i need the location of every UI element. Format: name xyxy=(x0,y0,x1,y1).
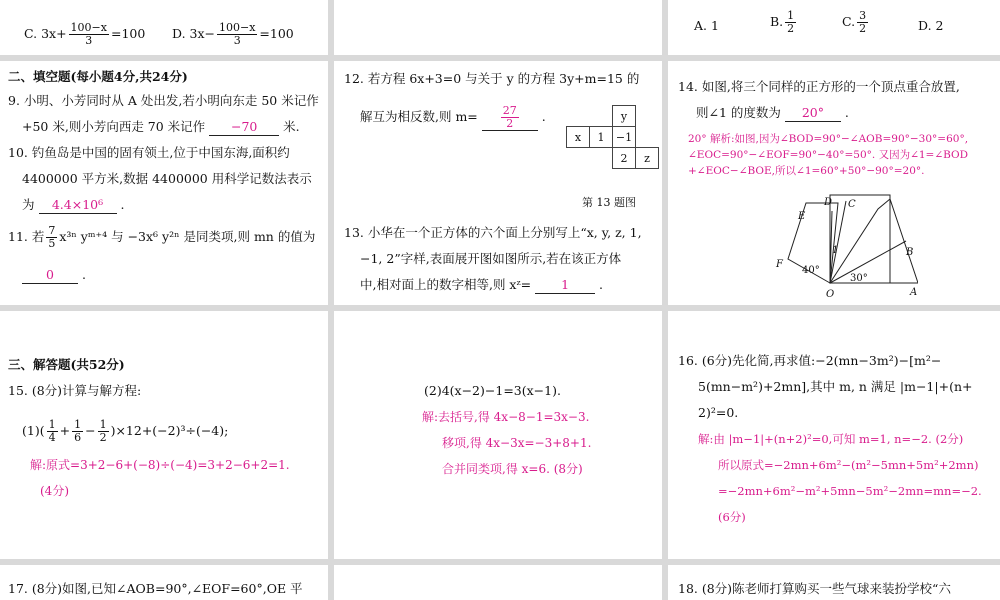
q8-option-d: D. 3x− $\frac{100-x}{3}$ =100 xyxy=(172,21,294,47)
q12-line1: 12. 若方程 6x+3=0 与关于 y 的方程 3y+m=15 的 xyxy=(344,71,640,86)
label-c: C xyxy=(848,199,856,210)
q10-answer: 4.4×10⁶ xyxy=(39,197,117,214)
net-cell-x: x xyxy=(567,127,590,148)
label-angle-30: 30° xyxy=(850,273,868,284)
q16-line2: 5(mn−m²)+2mn],其中 m, n 满足 |m−1|+(n+ xyxy=(698,379,973,394)
q13-figure-caption: 第 13 题图 xyxy=(582,196,636,209)
label-angle-40: 40° xyxy=(802,265,820,276)
top-right-cell xyxy=(668,0,1000,55)
label-d: D xyxy=(824,197,833,208)
q18-line1: 18. (8分)陈老师打算购买一些气球来装扮学校“六 xyxy=(678,581,951,596)
q14-line2: 则∠1 的度数为 20° . xyxy=(696,105,849,120)
q17-cell xyxy=(0,565,328,600)
section-3-header: 三、解答题(共52分) xyxy=(8,357,125,372)
q16-line3: 2)²=0. xyxy=(698,405,739,420)
net-cell-1: 1 xyxy=(590,127,613,148)
section-2-header: 二、填空题(每小题4分,共24分) xyxy=(8,69,188,84)
fill-in-cell xyxy=(0,61,328,305)
net-cell-neg1: −1 xyxy=(613,127,636,148)
q16-cell xyxy=(668,311,1000,559)
q13-line2: −1, 2”字样,表面展开图如图所示,若在该正方体 xyxy=(360,251,622,266)
option-b: B. $\frac{1}{2}$ xyxy=(770,9,795,35)
q15-2-solution-3: 合并同类项,得 x=6. (8分) xyxy=(442,462,583,476)
q11-line1: 11. 若 $\frac{7}{5}$ x³ⁿ yᵐ⁺⁴ 与 −3x⁶ y²ⁿ 是同类项,则 mn 的值为 xyxy=(8,224,316,250)
label-f: F xyxy=(776,259,783,270)
option-c: C. $\frac{3}{2}$ xyxy=(842,9,867,35)
ray-ob xyxy=(830,241,906,283)
option-d: D. 2 xyxy=(918,18,944,33)
q17-line1: 17. (8分)如图,已知∠AOB=90°,∠EOF=60°,OE 平 xyxy=(8,581,303,596)
q15-2-solution-1: 解:去括号,得 4x−8−1=3x−3. xyxy=(422,410,590,424)
q11-answer: 0 xyxy=(22,267,78,284)
top-middle-cell xyxy=(334,0,662,55)
q15-1-problem: (1)( $\frac{1}{4}$ + $\frac{1}{6}$ − $\frac{1}{2}$ )×12+(−2)³÷(−4); xyxy=(22,418,229,444)
three-squares-figure xyxy=(768,189,918,301)
q13-line3: 中,相对面上的数字相等,则 xᶻ= 1 . xyxy=(360,277,604,292)
label-a: A xyxy=(910,287,918,298)
q16-solution-2: 所以原式=−2mn+6m²−(m²−5mn+5m²+2mn) xyxy=(718,458,979,472)
label-angle-1: 1 xyxy=(832,245,839,256)
q16-solution-3: =−2mn+6m²−m²+5mn−5m²−2mn=mn=−2. xyxy=(718,484,982,498)
q16-solution-4: (6分) xyxy=(718,510,746,524)
q8-option-c: C. 3x+ $\frac{100-x}{3}$ =100 xyxy=(24,21,146,47)
q15-2-cell xyxy=(334,311,662,559)
q10-line2: 4400000 平方米,数据 4400000 用科学记数法表示 xyxy=(22,171,312,186)
q18-cell xyxy=(668,565,1000,600)
q15-1-solution: 解:原式=3+2−6+(−8)÷(−4)=3+2−6+2=1. xyxy=(30,458,290,472)
q10-line3: 为 4.4×10⁶ . xyxy=(22,197,125,212)
q10-line1: 10. 钓鱼岛是中国的固有领土,位于中国东海,面积约 xyxy=(8,145,290,160)
label-o: O xyxy=(826,289,835,300)
option-a: A. 1 xyxy=(694,18,719,33)
q11-line2: 0 . xyxy=(22,267,86,284)
q16-solution-1: 解:由 |m−1|+(n+2)²=0,可知 m=1, n=−2. (2分) xyxy=(698,432,964,446)
q12-line2: 解互为相反数,则 m= $\frac{27}{2}$ . xyxy=(360,104,546,130)
q13-line1: 13. 小华在一个正方体的六个面上分别写上“x, y, z, 1, xyxy=(344,225,642,240)
top-left-cell xyxy=(0,0,328,55)
q12-answer: $\frac{27}{2}$ xyxy=(502,104,517,130)
net-cell-y: y xyxy=(613,106,636,127)
label-e: E xyxy=(798,211,806,222)
q15-2-problem: (2)4(x−2)−1=3(x−1). xyxy=(424,383,561,398)
q14-answer: 20° xyxy=(785,105,841,122)
net-cell-2: 2 xyxy=(613,148,636,169)
q9-line2: +50 米,则小芳向西走 70 米记作 −70 米. xyxy=(22,119,300,134)
q14-line1: 14. 如图,将三个同样的正方形的一个顶点重合放置, xyxy=(678,79,960,94)
square-ab xyxy=(830,199,918,283)
q14-analysis-2: ∠EOC=90°−∠EOF=90°−40°=50°. 又因为∠1=∠BOD xyxy=(688,149,969,161)
q14-analysis-1: 20° 解析:如图,因为∠BOD=90°−∠AOB=90°−30°=60°, xyxy=(688,133,969,145)
q9-line1: 9. 小明、小芳同时从 A 处出发,若小明向东走 50 米记作 xyxy=(8,93,319,108)
cube-net-figure xyxy=(566,105,659,169)
bottom-middle-cell xyxy=(334,565,662,600)
q15-1-score: (4分) xyxy=(40,484,69,498)
q13-answer: 1 xyxy=(535,277,595,294)
q9-answer: −70 xyxy=(209,119,279,136)
q12-q13-cell xyxy=(334,61,662,305)
q16-line1: 16. (6分)先化简,再求值:−2(mn−3m²)−[m²− xyxy=(678,353,942,368)
net-cell-z: z xyxy=(636,148,659,169)
q14-cell xyxy=(668,61,1000,305)
q15-2-solution-2: 移项,得 4x−3x=−3+8+1. xyxy=(442,436,592,450)
q15-cell xyxy=(0,311,328,559)
q14-analysis-3: +∠EOC−∠BOE,所以∠1=60°+50°−90°=20°. xyxy=(688,165,925,177)
label-b: B xyxy=(906,247,914,258)
q15-title: 15. (8分)计算与解方程: xyxy=(8,383,142,398)
